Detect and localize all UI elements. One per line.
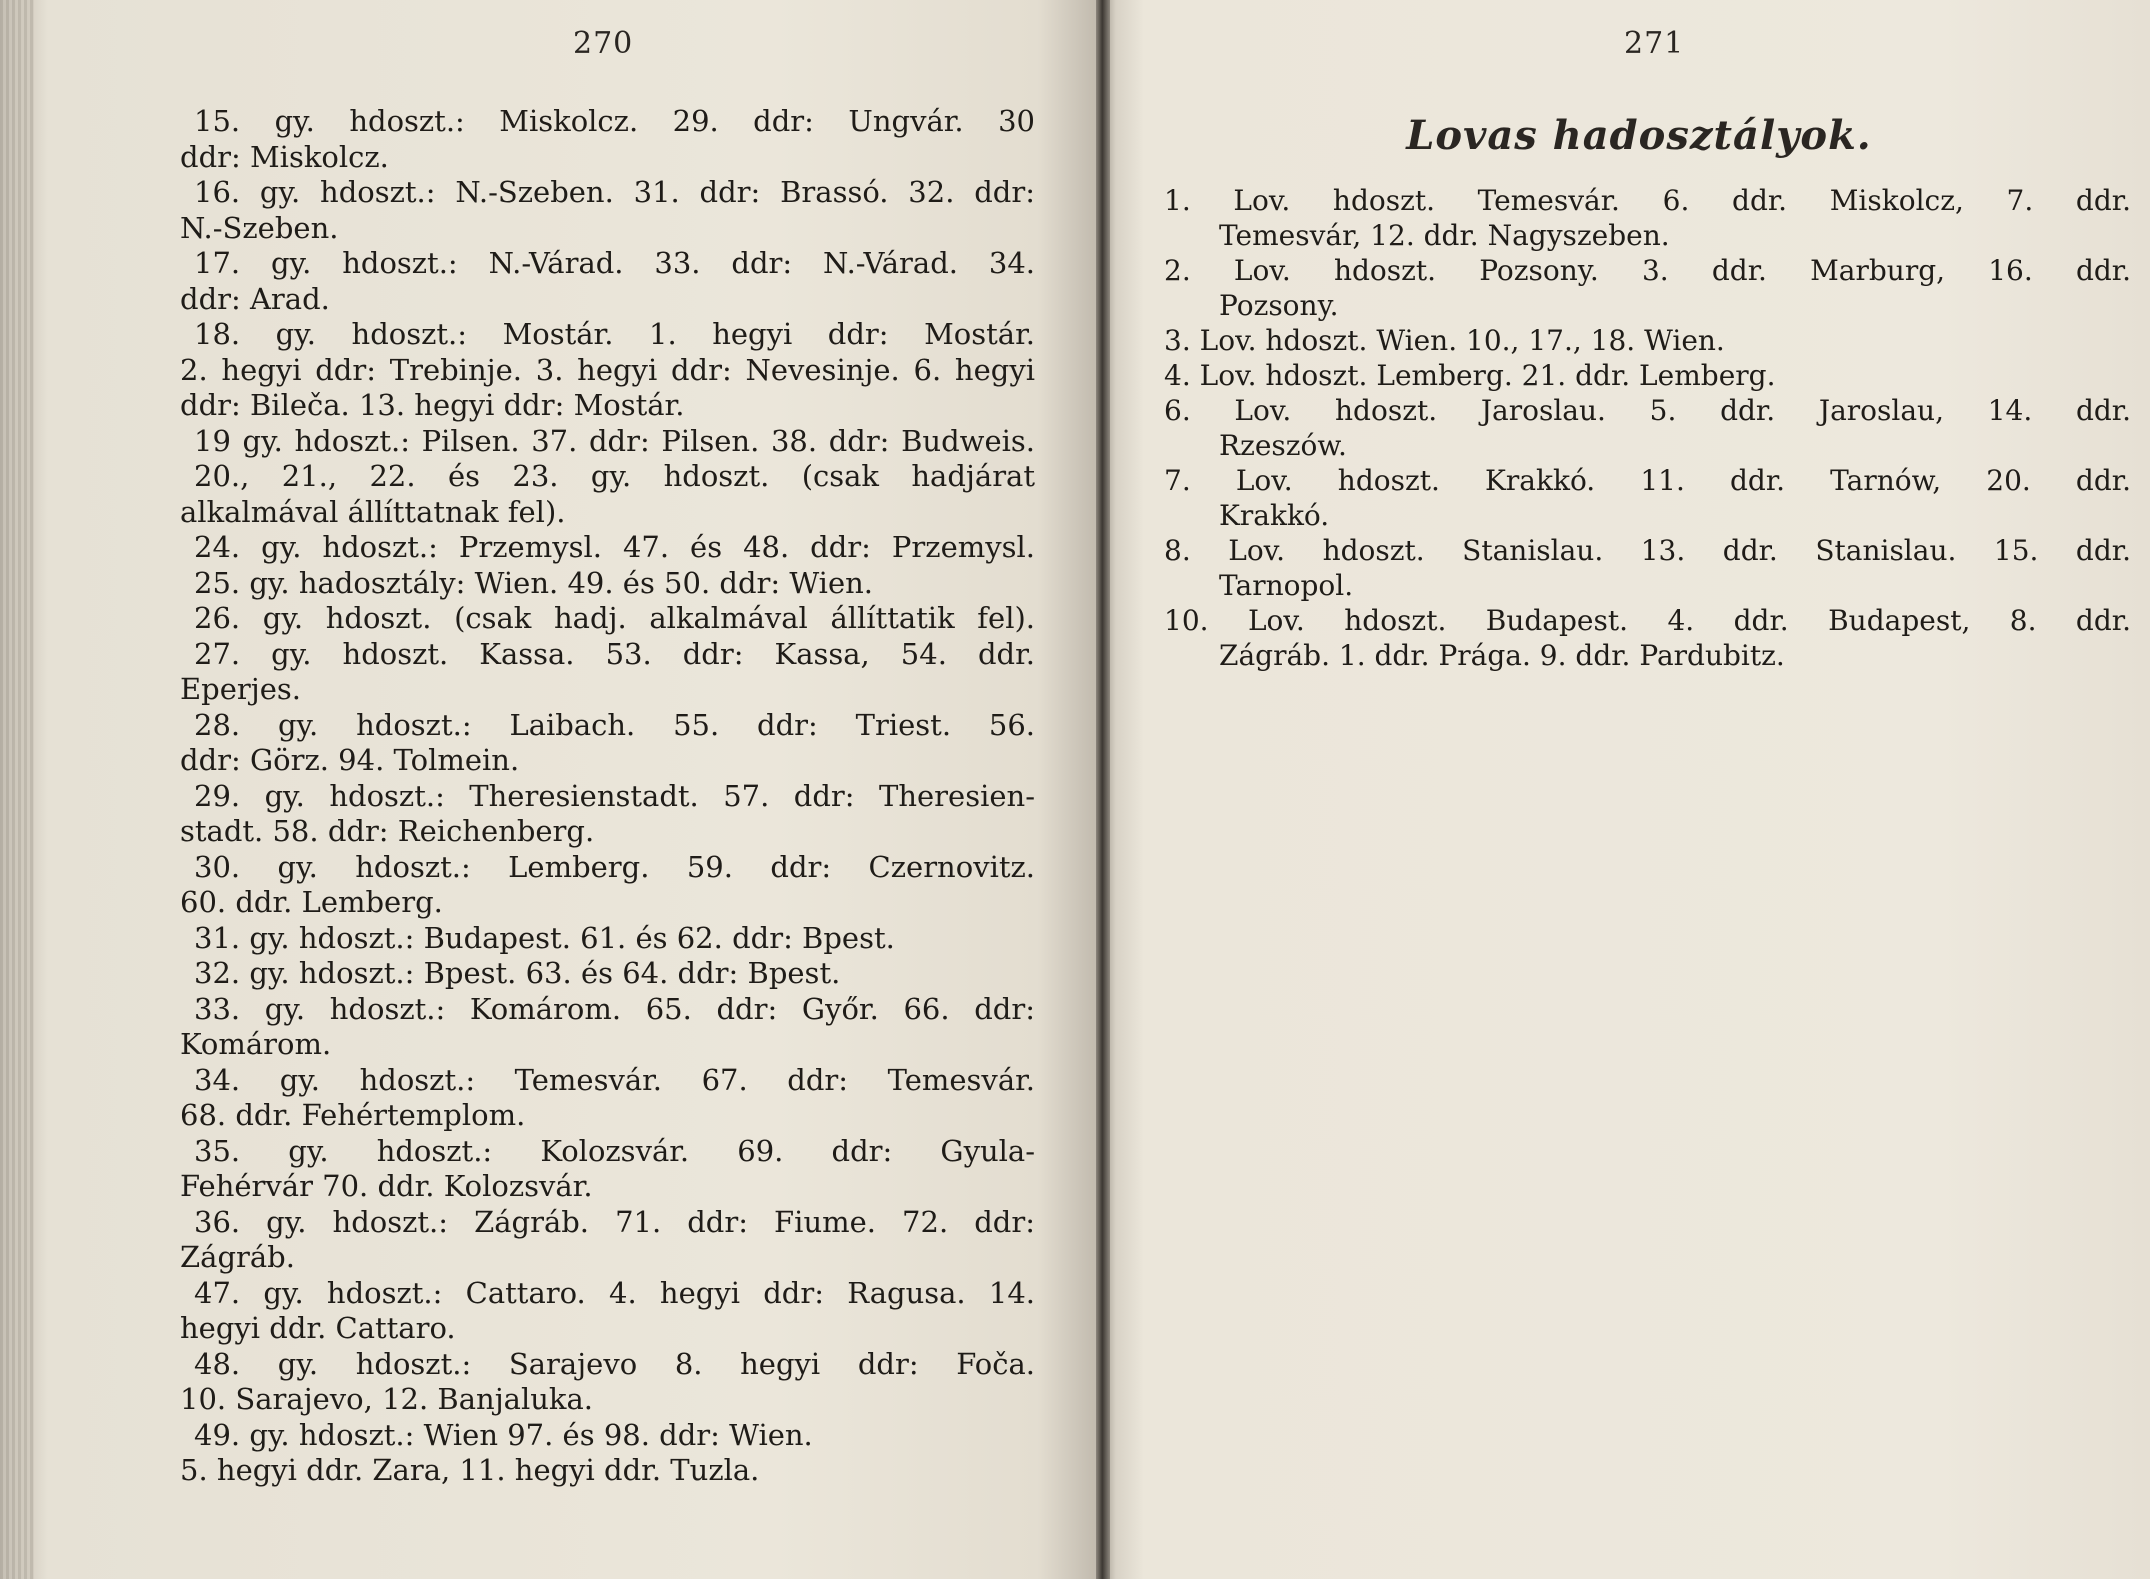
right-page xyxy=(1104,0,2150,1579)
entry-line: 4. Lov. hdoszt. Lemberg. 21. ddr. Lemberg. xyxy=(1164,359,1776,392)
page-number-left: 270 xyxy=(573,26,634,61)
section-title: Lovas hadosztályok. xyxy=(1406,112,1872,159)
text-line: 25. gy. hadosztály: Wien. 49. és 50. ddr: Wien. xyxy=(194,565,874,600)
entry-line: 1. Lov. hdoszt. Temesvár. 6. ddr. Miskolcz, 7. ddr. xyxy=(1164,184,2131,217)
text-line: 17. gy. hdoszt.: N.-Várad. 33. ddr: N.-Várad. 34. xyxy=(194,246,1035,280)
text-line: 20., 21., 22. és 23. gy. hdoszt. (csak hadjárat xyxy=(194,459,1035,493)
text-line: 28. gy. hdoszt.: Laibach. 55. ddr: Triest. 56. xyxy=(194,707,1035,742)
text-line: 27. gy. hdoszt. Kassa. 53. ddr: Kassa, 54. ddr. xyxy=(194,636,1035,671)
text-line: hegyi ddr. Cattaro. xyxy=(180,1311,456,1345)
entry-line: Temesvár, 12. ddr. Nagyszeben. xyxy=(1219,219,1670,252)
infantry-division-list xyxy=(180,104,1035,1489)
text-line: ddr: Görz. 94. Tolmein. xyxy=(180,743,520,777)
text-line: 33. gy. hdoszt.: Komárom. 65. ddr: Győr. 66. ddr: xyxy=(194,991,1035,1026)
entry-line: Pozsony. xyxy=(1219,289,1339,322)
entry-line: 7. Lov. hdoszt. Krakkó. 11. ddr. Tarnów, 20. ddr. xyxy=(1164,464,2131,497)
text-line: ddr: Miskolcz. xyxy=(180,139,389,174)
entry-line: 3. Lov. hdoszt. Wien. 10., 17., 18. Wien. xyxy=(1164,324,1725,357)
text-line: alkalmával állíttatnak fel). xyxy=(180,494,566,529)
page-edges xyxy=(0,0,34,1579)
book-gutter xyxy=(1096,0,1110,1579)
text-line: 49. gy. hdoszt.: Wien 97. és 98. ddr: Wien. xyxy=(194,1417,813,1452)
text-line: ddr: Bileča. 13. hegyi ddr: Mostár. xyxy=(180,388,685,422)
text-line: 48. gy. hdoszt.: Sarajevo 8. hegyi ddr: Foča. xyxy=(194,1346,1035,1381)
text-line: 36. gy. hdoszt.: Zágráb. 71. ddr: Fiume. 72. ddr: xyxy=(194,1204,1035,1239)
cavalry-division-list xyxy=(1164,183,2131,673)
text-line: Fehérvár 70. ddr. Kolozsvár. xyxy=(180,1169,593,1203)
text-line: 29. gy. hdoszt.: Theresienstadt. 57. ddr: Theresien- xyxy=(194,778,1035,813)
entry-line: Zágráb. 1. ddr. Prága. 9. ddr. Pardubitz. xyxy=(1219,639,1785,672)
text-line: 34. gy. hdoszt.: Temesvár. 67. ddr: Temesvár. xyxy=(194,1062,1035,1097)
entry-line: 2. Lov. hdoszt. Pozsony. 3. ddr. Marburg, 16. ddr. xyxy=(1164,254,2131,287)
text-line: 60. ddr. Lemberg. xyxy=(180,885,443,919)
text-line: N.-Szeben. xyxy=(180,210,339,245)
division-entry xyxy=(1164,358,2131,393)
entry-line: Tarnopol. xyxy=(1219,569,1354,602)
text-line: 47. gy. hdoszt.: Cattaro. 4. hegyi ddr: Ragusa. 14. xyxy=(194,1275,1035,1310)
text-line: 18. gy. hdoszt.: Mostár. 1. hegyi ddr: Mostár. xyxy=(194,317,1035,351)
division-entry xyxy=(1164,183,2131,253)
division-entry xyxy=(1164,323,2131,358)
text-line: 19 gy. hdoszt.: Pilsen. 37. ddr: Pilsen. 38. ddr: Budweis. xyxy=(194,423,1035,458)
text-line: 15. gy. hdoszt.: Miskolcz. 29. ddr: Ungvár. 30 xyxy=(194,104,1035,138)
text-line: stadt. 58. ddr: Reichenberg. xyxy=(180,814,595,848)
division-entry xyxy=(1164,253,2131,323)
entry-line: 8. Lov. hdoszt. Stanislau. 13. ddr. Stanislau. 15. ddr. xyxy=(1164,534,2131,567)
division-entry xyxy=(1164,533,2131,603)
text-line: Komárom. xyxy=(180,1027,332,1061)
text-line: 5. hegyi ddr. Zara, 11. hegyi ddr. Tuzla. xyxy=(180,1453,760,1487)
entry-line: 10. Lov. hdoszt. Budapest. 4. ddr. Budapest, 8. ddr. xyxy=(1164,604,2131,637)
text-line: 24. gy. hdoszt.: Przemysl. 47. és 48. ddr: Przemysl. xyxy=(194,530,1035,564)
division-entry xyxy=(1164,463,2131,533)
text-line: 26. gy. hdoszt. (csak hadj. alkalmával állíttatik fel). xyxy=(194,601,1035,635)
text-line: 35. gy. hdoszt.: Kolozsvár. 69. ddr: Gyula- xyxy=(194,1133,1035,1168)
entry-line: 6. Lov. hdoszt. Jaroslau. 5. ddr. Jaroslau, 14. ddr. xyxy=(1164,394,2131,427)
entry-line: Krakkó. xyxy=(1219,499,1330,532)
page-number-right: 271 xyxy=(1624,26,1685,61)
division-entry xyxy=(1164,603,2131,673)
text-line: 68. ddr. Fehértemplom. xyxy=(180,1098,526,1132)
text-line: ddr: Arad. xyxy=(180,281,330,316)
text-line: 16. gy. hdoszt.: N.-Szeben. 31. ddr: Brassó. 32. ddr: xyxy=(194,175,1035,209)
entry-line: Rzeszów. xyxy=(1219,429,1347,462)
text-line: 31. gy. hdoszt.: Budapest. 61. és 62. ddr: Bpest. xyxy=(194,920,895,955)
text-line: 32. gy. hdoszt.: Bpest. 63. és 64. ddr: Bpest. xyxy=(194,956,841,990)
text-line: 30. gy. hdoszt.: Lemberg. 59. ddr: Czernovitz. xyxy=(194,849,1035,884)
text-line: 10. Sarajevo, 12. Banjaluka. xyxy=(180,1382,594,1416)
text-line: Zágráb. xyxy=(180,1240,295,1274)
text-line: 2. hegyi ddr: Trebinje. 3. hegyi ddr: Nevesinje. 6. hegyi xyxy=(180,352,1035,387)
text-line: Eperjes. xyxy=(180,672,302,706)
division-entry xyxy=(1164,393,2131,463)
